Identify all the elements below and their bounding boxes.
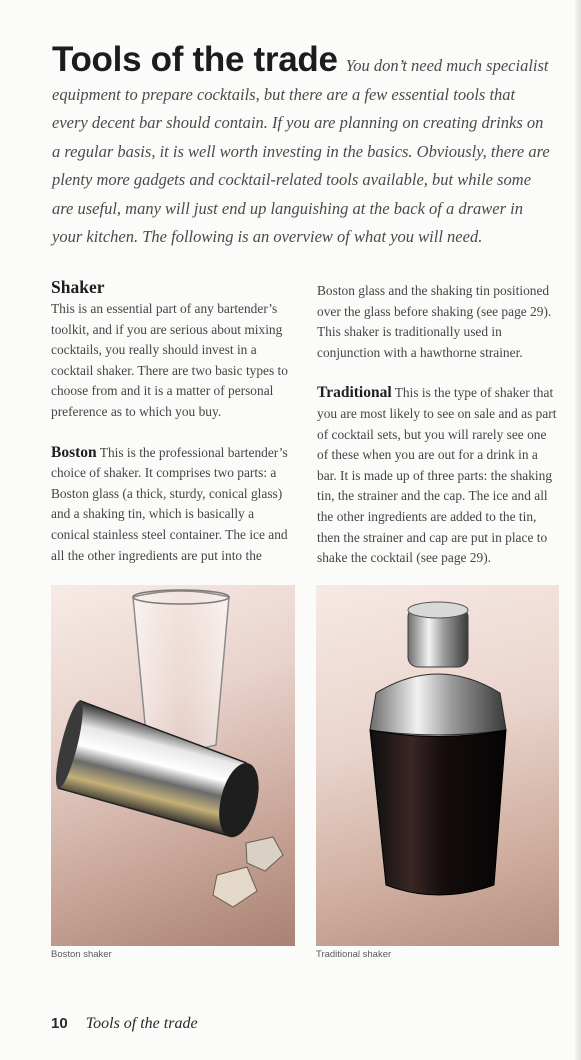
traditional-paragraph: [317, 383, 557, 568]
boston-shaker-photo: [51, 585, 295, 946]
traditional-run-head: Traditional: [317, 384, 392, 402]
intro-block: [52, 40, 552, 252]
boston-shaker-caption: Boston shaker: [51, 949, 112, 960]
left-column: [51, 276, 291, 566]
section-heading-shaker: Shaker: [51, 277, 105, 297]
page-number: 10: [51, 1015, 68, 1032]
boston-paragraph: [51, 443, 291, 567]
traditional-text: This is the type of shaker that you are most likely to see on sale and as part of cocktail sets, but you will rarely see one of these when you are out for a drink in a bar. It is made up of three parts: the shaking tin, the strainer and the cap. The ice and all the other ingredients are added to the tin, then the strainer and cap are put in place to shake the cocktail (see page 29).: [317, 385, 557, 566]
right-column: [317, 281, 557, 569]
boston-run-head: Boston: [51, 443, 97, 461]
traditional-shaker-caption: Traditional shaker: [316, 949, 392, 960]
shaker-intro-paragraph: This is an essential part of any bartender’s toolkit, and if you are serious about mixing cocktails, you really should invest in a cocktail shaker. There are two basic types to choose from and it is a matter of personal preference as to which you buy.: [51, 301, 288, 419]
traditional-shaker-photo: [316, 585, 559, 946]
page-footer: [51, 1015, 198, 1033]
intro-text: You don’t need much specialist equipment to prepare cocktails, but there are a few essential tools that every decent bar should contain. If you are planning on creating drinks on a regular basis, it is well worth investing in the basics. Obviously, there are plenty more gadgets and cocktail-related tools available, but while some are useful, many will just end up languishing at the back of a drawer in your kitchen. The following is an overview of what you will need.: [52, 56, 550, 246]
page-edge: [575, 0, 581, 1060]
page-title: Tools of the trade: [52, 40, 338, 79]
running-title: Tools of the trade: [85, 1015, 198, 1032]
boston-continued-paragraph: Boston glass and the shaking tin positioned over the glass before shaking (see page 29). This shaker is traditionally used in conjunction with a hawthorne strainer.: [317, 283, 552, 360]
boston-text: This is the professional bartender’s choice of shaker. It comprises two parts: a Boston glass (a thick, sturdy, conical glass) and a shaking tin, which is basically a conical stainless steel container. The ice and all the other ingredients are put into the: [51, 444, 288, 563]
